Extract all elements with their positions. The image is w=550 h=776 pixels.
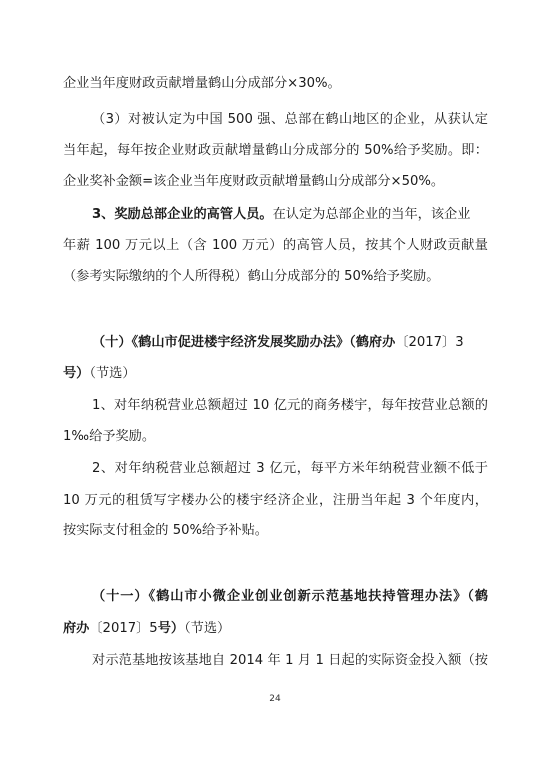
paragraph-line: 当年起，每年按企业财政贡献增量鹤山分成部分的 50%给予奖励。即： [63, 143, 488, 158]
paragraph-line: 10 万元的租赁写字楼办公的楼宇经济企业，注册当年起 3 个年度内， [63, 493, 488, 508]
excerpt-note: （节选） [89, 366, 136, 381]
paragraph-line: 2、对年纳税营业总额超过 3 亿元，每平方米年纳税营业额不低于 [92, 461, 488, 476]
paragraph-line: 年薪 100 万元以上（含 100 万元）的高管人员，按其个人财政贡献量 [63, 238, 488, 253]
section-title: 府办 [63, 621, 90, 636]
section-heading [63, 620, 488, 638]
paragraph-line: 1、对年纳税营业总额超过 10 亿元的商务楼宇，每年按营业总额的 [92, 398, 488, 413]
paragraph-line: （参考实际缴纳的个人所得税）鹤山分成部分的 50%给予奖励。 [63, 269, 440, 284]
section-title: 号） [63, 366, 90, 381]
excerpt-note: （节选） [184, 621, 231, 636]
document-number: 〔2017〕3 [395, 335, 464, 350]
section-heading [92, 334, 488, 352]
paragraph-line: （3）对被认定为中国 500 强、总部在鹤山地区的企业，从获认定 [92, 112, 488, 127]
section-title: （十）《鹤山市促进楼宇经济发展奖励办法》（鹤府办 [92, 335, 396, 350]
paragraph-line: 企业当年度财政贡献增量鹤山分成部分×30%。 [63, 76, 341, 91]
subheading: 3、奖励总部企业的高管人员。 [92, 207, 273, 222]
paragraph-text: 在认定为总部企业的当年，该企业 [272, 207, 471, 222]
section-heading [92, 588, 488, 606]
paragraph-line: 对示范基地按该基地自 2014 年 1 月 1 日起的实际资金投入额（按 [92, 653, 488, 668]
section-heading [63, 365, 488, 383]
page-number: 24 [269, 694, 281, 704]
section-title: 号） [157, 621, 185, 636]
section-title: （十一）《鹤山市小微企业创业创新示范基地扶持管理办法》（鹤 [92, 589, 488, 604]
document-number: 〔2017〕5 [89, 621, 158, 636]
paragraph-line: 企业奖补金额=该企业当年度财政贡献增量鹤山分成部分×50%。 [63, 174, 445, 189]
paragraph-line: 1‰给予奖励。 [63, 429, 156, 444]
paragraph-line [92, 206, 488, 224]
paragraph-line: 按实际支付租金的 50%给予补贴。 [63, 523, 268, 538]
